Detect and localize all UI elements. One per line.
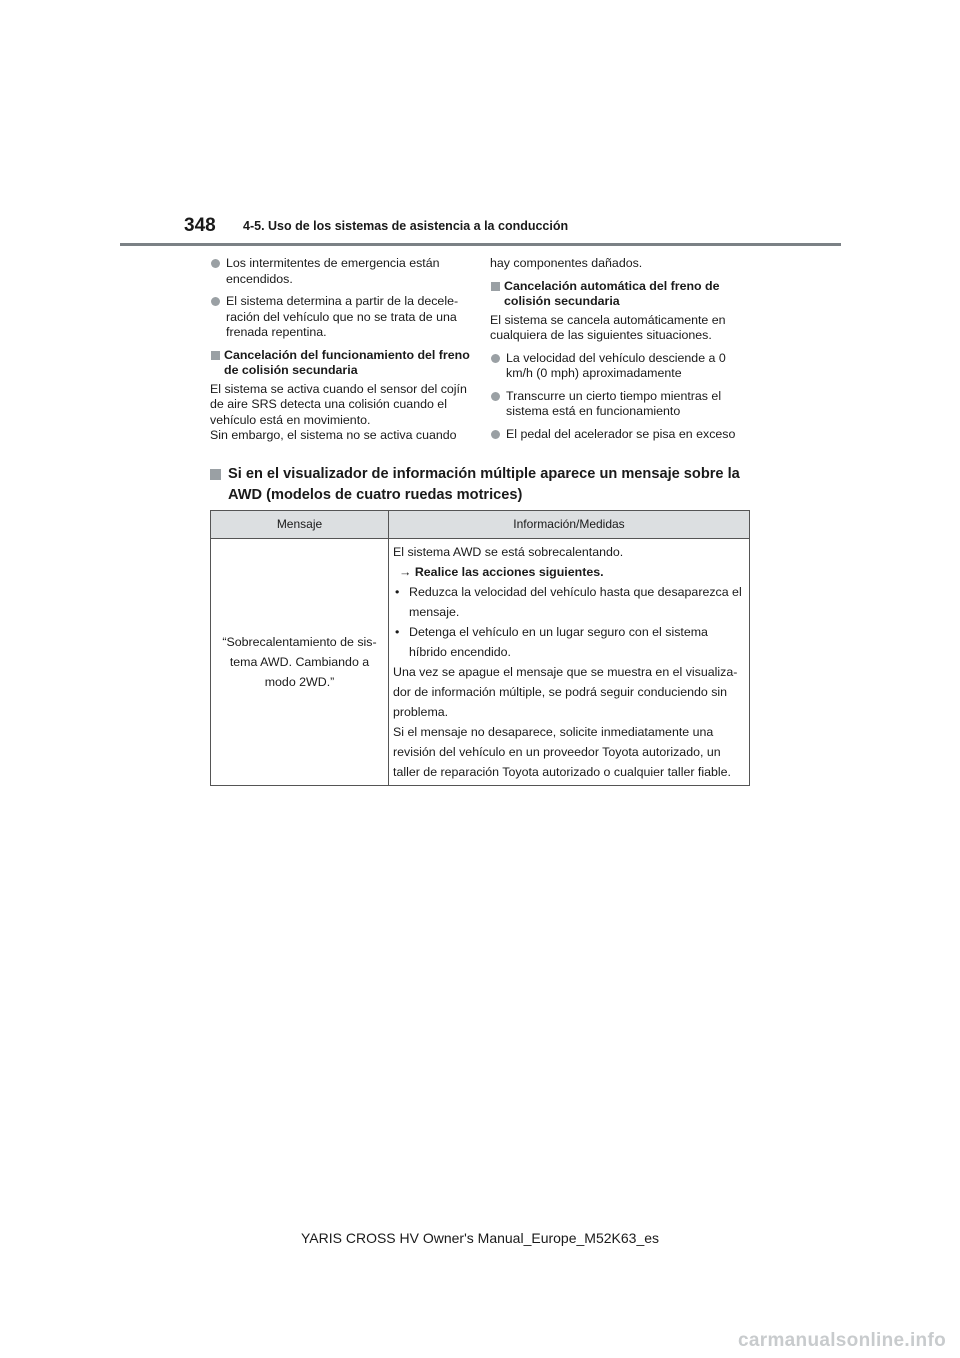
bullet-item	[210, 256, 472, 287]
list-item-text: Detenga el vehículo en un lugar seguro con el sistema híbrido encendido.	[409, 625, 708, 659]
table-header-row	[211, 511, 749, 539]
list-item-text: Reduzca la velocidad del vehículo hasta que desaparezca el mensaje.	[409, 585, 742, 619]
page-number: 348	[184, 215, 216, 236]
square-marker-icon	[211, 351, 220, 360]
subheading	[210, 348, 472, 379]
bullet-text: La velocidad del vehículo desciende a 0 km/h (0 mph) aproximadamente	[506, 350, 726, 380]
subheading-text: Cancelación automática del freno de colisión secundaria	[504, 278, 720, 308]
left-column	[210, 256, 472, 444]
footer: YARIS CROSS HV Owner's Manual_Europe_M52K63_es	[300, 1230, 660, 1246]
subheading-text: Cancelación del funcionamiento del freno de colisión secundaria	[224, 347, 470, 377]
info-cell	[393, 542, 748, 782]
bullet-item	[490, 427, 752, 443]
bullet-dot-icon	[491, 354, 500, 363]
paragraph: Sin embargo, el sistema no se activa cuando	[210, 428, 457, 442]
list-bullet-icon: •	[395, 625, 400, 639]
list-item	[393, 622, 748, 662]
column-divider	[388, 511, 389, 785]
info-line: El sistema AWD se está sobrecalentando.	[393, 545, 624, 559]
section-title: 4-5. Uso de los sistemas de asistencia a la conducción	[243, 219, 569, 233]
info-paragraph: Si el mensaje no desaparece, solicite inmediatamente una revisión del vehículo en un proveedor Toyota autorizado, un taller de reparación Toyota autorizado o cualquier taller fiable.	[393, 725, 731, 779]
header-rule	[120, 243, 841, 246]
paragraph: hay componentes dañados.	[490, 256, 643, 270]
bullet-dot-icon	[491, 430, 500, 439]
subheading	[490, 279, 752, 310]
table-header-cell: Mensaje	[276, 517, 323, 531]
message-text: “Sobrecalentamiento de sis-tema AWD. Cambiando a modo 2WD.”	[222, 634, 377, 689]
bullet-text: El pedal del acelerador se pisa en exceso	[506, 426, 736, 441]
action-text: Realice las acciones siguientes.	[414, 565, 604, 579]
bullet-text: El sistema determina a partir de la decele-ración del vehículo que no se trata de una frenada repentina.	[226, 294, 459, 339]
list-item	[393, 582, 748, 622]
bullet-text: Los intermitentes de emergencia están encendidos.	[226, 256, 440, 286]
bullet-dot-icon	[211, 297, 220, 306]
bullet-dot-icon	[211, 259, 220, 268]
message-cell	[211, 538, 388, 785]
table-header-cell: Información/Medidas	[513, 517, 625, 531]
bullet-item	[210, 294, 472, 341]
square-marker-icon	[491, 282, 500, 291]
square-marker-icon	[210, 469, 221, 480]
bullet-dot-icon	[491, 392, 500, 401]
info-paragraph: Una vez se apague el mensaje que se muestra en el visualiza-dor de información múltiple, se podrá seguir conduciendo sin problema.	[393, 665, 738, 719]
action-line	[393, 562, 748, 582]
arrow-right-icon: →	[399, 565, 412, 579]
right-column	[490, 256, 752, 449]
main-heading	[210, 464, 773, 506]
bullet-text: Transcurre un cierto tiempo mientras el sistema está en funcionamiento	[506, 388, 722, 418]
watermark: carmanualsonline.info	[738, 1330, 946, 1351]
awd-message-table	[210, 510, 750, 786]
paragraph: El sistema se cancela automáticamente en cualquiera de las siguientes situaciones.	[490, 312, 726, 342]
bullet-item	[490, 351, 752, 382]
list-bullet-icon: •	[395, 585, 400, 599]
bullet-item	[490, 389, 752, 420]
main-heading-text: Si en el visualizador de información múltiple aparece un mensaje sobre la AWD (modelos de cuatro ruedas motrices)	[228, 466, 740, 503]
paragraph: El sistema se activa cuando el sensor del cojín de aire SRS detecta una colisión cuando el vehículo está en movimiento.	[210, 381, 467, 427]
